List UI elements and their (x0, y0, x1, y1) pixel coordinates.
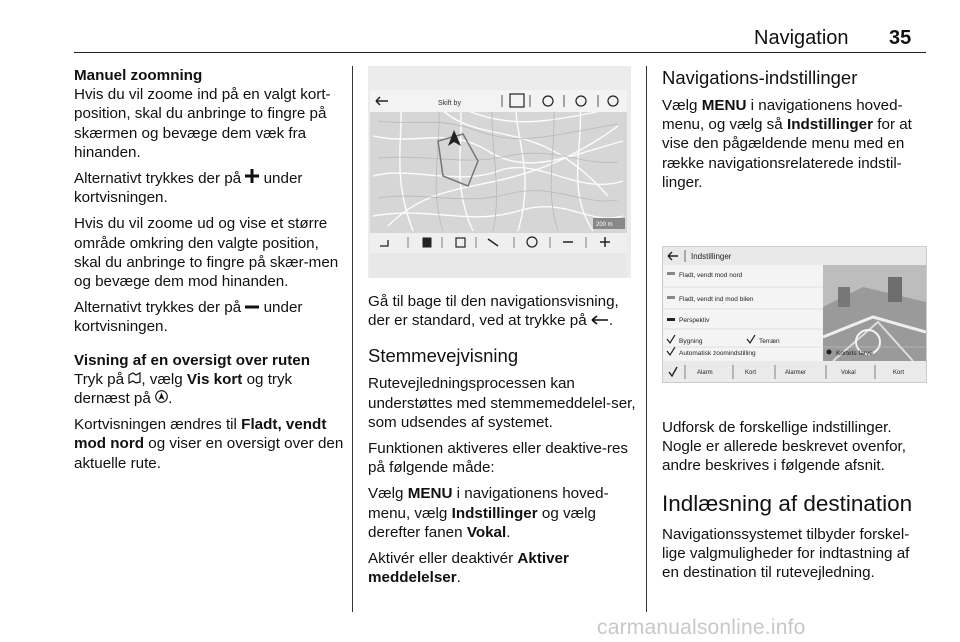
settings-screenshot (663, 247, 926, 382)
minus-icon (245, 302, 259, 312)
page-header-title: Navigation (754, 27, 849, 49)
settings-row-label: Kortets farve (836, 350, 873, 357)
paragraph-text: Hvis du vil zoome ind på en valgt kort-position, skal du anbringe to fingre på skærmen og bevæge dem væk fra hinanden. (74, 86, 331, 161)
column-divider (646, 66, 647, 612)
paragraph-text: . (608, 312, 614, 330)
column-1 (74, 66, 344, 480)
paragraph (662, 96, 928, 192)
paragraph-text: , vælg (141, 370, 183, 388)
paragraph-text: Udforsk de forskellige indstillinger. Nogle er allerede beskrevet ovenfor, andre beskrives i følgende afsnit. (662, 419, 906, 475)
paragraph (662, 418, 928, 476)
plus-icon (245, 169, 259, 183)
settings-tab: Vokal (841, 370, 856, 376)
menu-option-label: MENU (701, 97, 747, 114)
menu-option-label: Indstillinger (451, 504, 538, 522)
paragraph (368, 439, 638, 477)
settings-row-label: Terræn (759, 338, 780, 345)
settings-row-label: Bygning (679, 338, 703, 345)
paragraph-text: Alternativt trykkes der på (74, 170, 242, 188)
settings-row-label: Fladt, vendt mod nord (679, 272, 743, 279)
paragraph-text: . (168, 390, 173, 408)
menu-option-label: Vokal (466, 523, 507, 541)
section-heading: Visning af en oversigt over ruten (74, 351, 311, 369)
settings-tab: Alarmer (785, 370, 807, 376)
paragraph (662, 525, 928, 583)
paragraph-text: . (456, 569, 461, 587)
paragraph-text: Vælg (662, 97, 698, 114)
paragraph-text: og vælg derefter fanen (368, 504, 596, 541)
menu-option-label: MENU (407, 485, 453, 503)
column-divider (352, 66, 353, 612)
column-3 (662, 66, 928, 199)
paragraph-text: og tryk dernæst på (74, 370, 293, 408)
paragraph-text: i navigationens hoved-menu, og vælg så (662, 97, 903, 134)
paragraph-text: under kortvisningen. (74, 170, 303, 207)
paragraph (74, 415, 344, 473)
paragraph (368, 292, 638, 330)
column-3-lower (662, 418, 928, 589)
map-view-icon (128, 371, 141, 384)
settings-screen-figure (662, 246, 927, 383)
column-2 (368, 292, 638, 594)
paragraph (74, 85, 344, 162)
paragraph-text: Vælg (368, 485, 404, 503)
section-heading: Navigations-indstillinger (662, 67, 858, 88)
paragraph-text: i navigationens hoved-menu, vælg (368, 485, 609, 522)
watermark: carmanualsonline.info (597, 616, 806, 639)
settings-row-label: Automatisk zoomindstilling (679, 350, 756, 357)
route-overview-icon (155, 390, 168, 403)
section-heading: Stemmevejvisning (368, 345, 519, 367)
paragraph-text: Aktivér eller deaktivér (368, 550, 514, 568)
settings-row-label: Perspektiv (679, 317, 710, 324)
back-arrow-icon (591, 315, 609, 325)
paragraph-text: Rutevejledningsprocessen kan understøttes med stemmemeddelel-ser, som udsendes af systemet. (368, 375, 636, 431)
map-screen-figure (368, 66, 631, 278)
map-screenshot (368, 66, 631, 278)
paragraph (368, 374, 638, 432)
paragraph-text: Funktionen aktiveres eller deaktive-res på følgende måde: (368, 440, 628, 477)
paragraph-text: Gå til bage til den navigationsvisning, der er standard, ved at trykke på (368, 293, 619, 330)
paragraph (74, 214, 344, 291)
paragraph-text: under kortvisningen. (74, 299, 303, 336)
paragraph-text: for at vise den pågældende menu med en række navigationsrelaterede indstil-linger. (662, 116, 912, 191)
paragraph (368, 484, 638, 542)
paragraph-text: Kortvisningen ændres til (74, 416, 237, 434)
paragraph-text: . (506, 523, 511, 541)
settings-title: Indstillinger (691, 252, 732, 261)
menu-option-label: Fladt, vendt mod nord (74, 416, 327, 453)
paragraph (74, 169, 344, 207)
menu-option-label: Aktiver meddelelser (368, 550, 569, 587)
page-number: 35 (889, 27, 912, 49)
map-scale: 200 m (596, 222, 613, 228)
settings-row-label: Fladt, vendt ind mod bilen (679, 296, 754, 303)
settings-tab: Kort (893, 370, 905, 376)
menu-option-label: Vis kort (186, 370, 243, 388)
menu-option-label: Indstillinger (786, 116, 874, 134)
header-rule (74, 52, 926, 53)
paragraph-text: og viser en oversigt over den aktuelle rute. (74, 435, 344, 472)
settings-tab: Alarm (697, 370, 713, 376)
map-top-label: Skift by (438, 100, 461, 107)
settings-tab: Kort (745, 370, 757, 376)
paragraph (74, 298, 344, 336)
paragraph-text: Navigationssystemet tilbyder forskel-lige valgmuligheder for indtastning af en destination til rutevejledning. (662, 525, 910, 582)
paragraph-text: Alternativt trykkes der på (74, 299, 242, 317)
section-heading: Manuel zoomning (74, 67, 203, 84)
paragraph (74, 370, 344, 408)
paragraph-text: Hvis du vil zoome ud og vise et større område omkring den valgte position, skal du anbringe to fingre på skær-men og bevæge dem mod hinanden. (74, 215, 339, 291)
section-heading: Indlæsning af destination (662, 490, 913, 516)
paragraph-text: Tryk på (74, 370, 125, 388)
paragraph (368, 549, 638, 587)
